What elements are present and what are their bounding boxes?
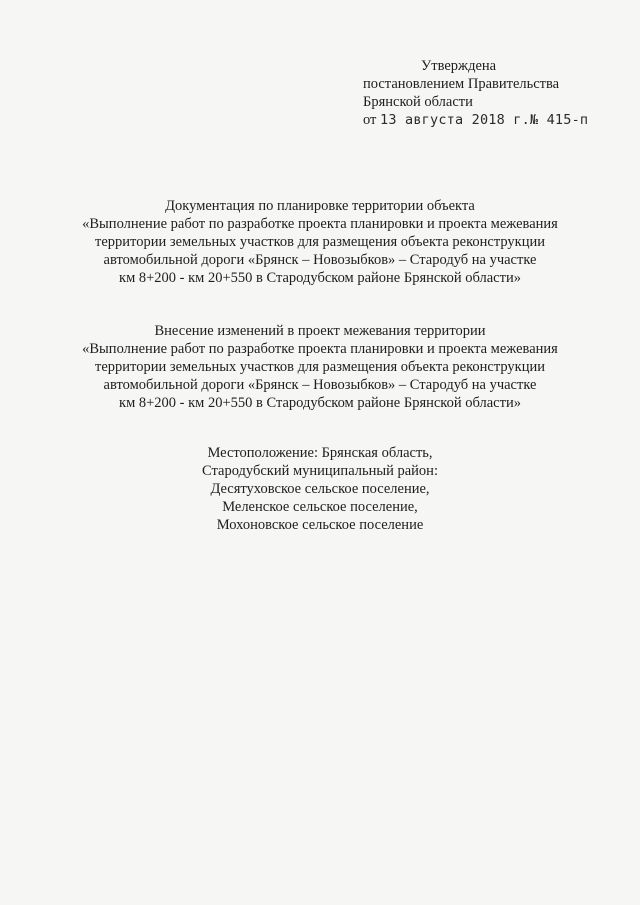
approval-title: Утверждена bbox=[421, 58, 497, 74]
changes-title-block bbox=[40, 322, 600, 412]
location-line: Местоположение: Брянская область, bbox=[207, 445, 433, 461]
changes-line: Внесение изменений в проект межевания территории bbox=[154, 323, 486, 339]
approval-date-line bbox=[363, 111, 588, 129]
approval-region: Брянской области bbox=[363, 94, 473, 110]
documentation-line: территории земельных участков для размещения объекта реконструкции bbox=[95, 234, 545, 250]
changes-line: автомобильной дороги «Брянск – Новозыбков» – Стародуб на участке bbox=[103, 377, 537, 393]
documentation-line: км 8+200 - км 20+550 в Стародубском районе Брянской области» bbox=[119, 270, 521, 286]
approval-date-stamp: 13 августа 2018 г.№ 415-п bbox=[380, 112, 589, 128]
location-block bbox=[40, 444, 600, 534]
approval-authority: постановлением Правительства bbox=[363, 76, 560, 92]
documentation-line: Документация по планировке территории объекта bbox=[165, 198, 475, 214]
location-line: Меленское сельское поселение, bbox=[222, 499, 418, 515]
approval-block bbox=[363, 57, 588, 129]
documentation-title-block bbox=[40, 197, 600, 287]
changes-line: территории земельных участков для размещения объекта реконструкции bbox=[95, 359, 545, 375]
changes-line: км 8+200 - км 20+550 в Стародубском районе Брянской области» bbox=[119, 395, 521, 411]
location-line: Мохоновское сельское поселение bbox=[216, 517, 424, 533]
changes-line: «Выполнение работ по разработке проекта планировки и проекта межевания bbox=[82, 341, 558, 357]
location-line: Стародубский муниципальный район: bbox=[202, 463, 438, 479]
documentation-line: автомобильной дороги «Брянск – Новозыбков» – Стародуб на участке bbox=[103, 252, 537, 268]
approval-date-prefix: от bbox=[363, 112, 377, 128]
documentation-line: «Выполнение работ по разработке проекта планировки и проекта межевания bbox=[82, 216, 558, 232]
location-line: Десятуховское сельское поселение, bbox=[210, 481, 430, 497]
